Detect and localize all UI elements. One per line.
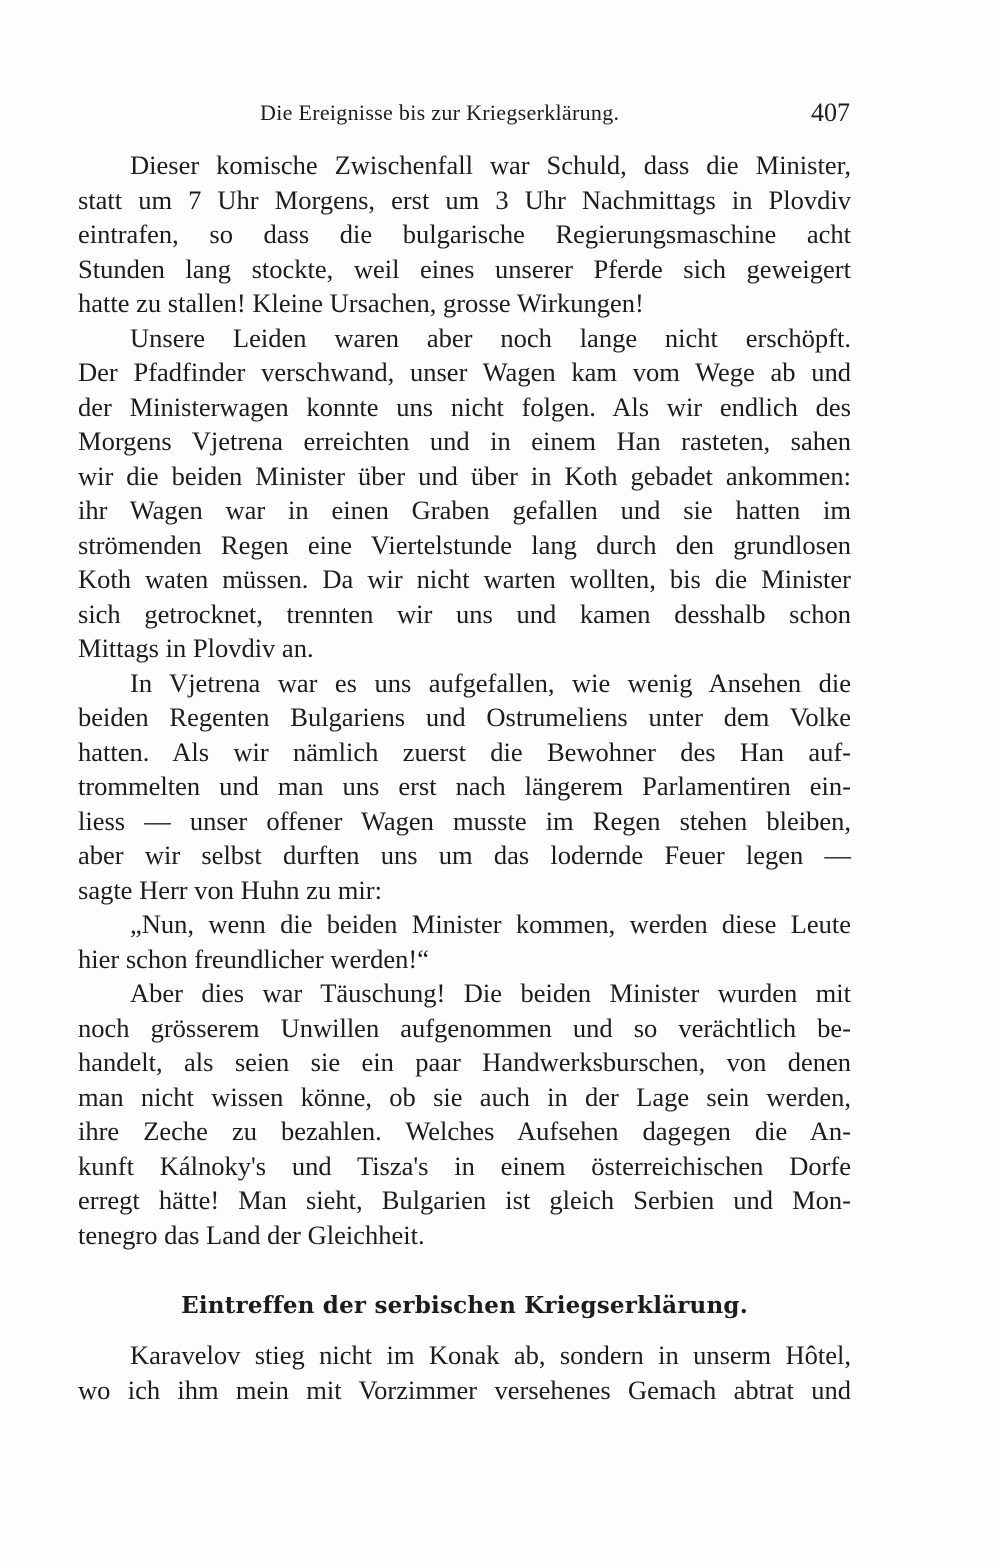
paragraph	[78, 666, 851, 908]
text-line: Aber dies war Täuschung! Die beiden Minister wurden mit	[130, 978, 851, 1008]
page-number: 407	[811, 98, 850, 127]
text-line: statt um 7 Uhr Morgens, erst um 3 Uhr Nachmittags in Plovdiv	[78, 184, 851, 215]
text-line: Unsere Leiden waren aber noch lange nicht erschöpft.	[130, 322, 851, 353]
text-line: Mittags in Plovdiv an.	[78, 633, 314, 663]
text-line: Morgens Vjetrena erreichten und in einem Han rasteten, sahen	[78, 426, 851, 456]
text-line: ihre Zeche zu bezahlen. Welches Aufsehen dagegen die An-	[78, 1116, 851, 1146]
text-line: wo ich ihm mein mit Vorzimmer versehenes Gemach abtrat und	[78, 1374, 851, 1405]
text-line: noch grösserem Unwillen aufgenommen und so verächtlich be-	[78, 1012, 851, 1043]
text-line: sich getrocknet, trennten wir uns und kamen desshalb schon	[78, 598, 851, 629]
text-line: liess — unser offener Wagen musste im Regen stehen bleiben,	[78, 805, 851, 836]
text-line: wir die beiden Minister über und über in Koth gebadet ankommen:	[78, 460, 851, 491]
text-line: hier schon freundlicher werden!“	[78, 943, 429, 974]
text-line: Dieser komische Zwischenfall war Schuld, dass die Minister,	[130, 150, 851, 180]
text-line: hatte zu stallen! Kleine Ursachen, grosse Wirkungen!	[78, 288, 644, 318]
text-line: erregt hätte! Man sieht, Bulgarien ist gleich Serbien und Mon-	[78, 1185, 851, 1215]
text-line: kunft Kálnoky's und Tisza's in einem österreichischen Dorfe	[78, 1150, 851, 1181]
text-line: „Nun, wenn die beiden Minister kommen, werden diese Leute	[130, 909, 851, 939]
text-line: hatten. Als wir nämlich zuerst die Bewohner des Han auf-	[78, 736, 851, 767]
text-line: man nicht wissen könne, ob sie auch in der Lage sein werden,	[78, 1081, 851, 1112]
text-line: aber wir selbst durften uns um das lodernde Feuer legen —	[78, 840, 851, 870]
text-line: der Ministerwagen konnte uns nicht folgen. Als wir endlich des	[78, 391, 851, 422]
text-line: handelt, als seien sie ein paar Handwerksburschen, von denen	[78, 1047, 851, 1077]
running-head	[78, 96, 850, 132]
paragraph	[78, 148, 851, 321]
text-line: ihr Wagen war in einen Graben gefallen und sie hatten im	[78, 495, 851, 525]
paragraph-quote	[78, 907, 851, 976]
running-title: Die Ereignisse bis zur Kriegserklärung.	[260, 100, 620, 125]
text-line: trommelten und man uns erst nach längerem Parlamentiren ein-	[78, 771, 851, 801]
body-text	[78, 148, 851, 1407]
text-line: beiden Regenten Bulgariens und Ostrumeliens unter dem Volke	[78, 702, 851, 732]
section-paragraph	[78, 1338, 851, 1407]
section-heading: Eintreffen der serbischen Kriegserklärung.	[181, 1292, 748, 1319]
paragraph	[78, 321, 851, 666]
text-line: Der Pfadfinder verschwand, unser Wagen kam vom Wege ab und	[78, 357, 851, 387]
text-line: tenegro das Land der Gleichheit.	[78, 1219, 425, 1250]
text-line: In Vjetrena war es uns aufgefallen, wie wenig Ansehen die	[130, 667, 851, 698]
text-line: Stunden lang stockte, weil eines unserer Pferde sich geweigert	[78, 253, 851, 284]
text-line: strömenden Regen eine Viertelstunde lang durch den grundlosen	[78, 529, 851, 560]
text-line: Karavelov stieg nicht im Konak ab, sondern in unserm Hôtel,	[130, 1340, 851, 1370]
text-line: sagte Herr von Huhn zu mir:	[78, 874, 382, 905]
text-line: Koth waten müssen. Da wir nicht warten wollten, bis die Minister	[78, 564, 851, 594]
text-line: eintrafen, so dass die bulgarische Regierungsmaschine acht	[78, 219, 851, 249]
paragraph	[78, 976, 851, 1252]
